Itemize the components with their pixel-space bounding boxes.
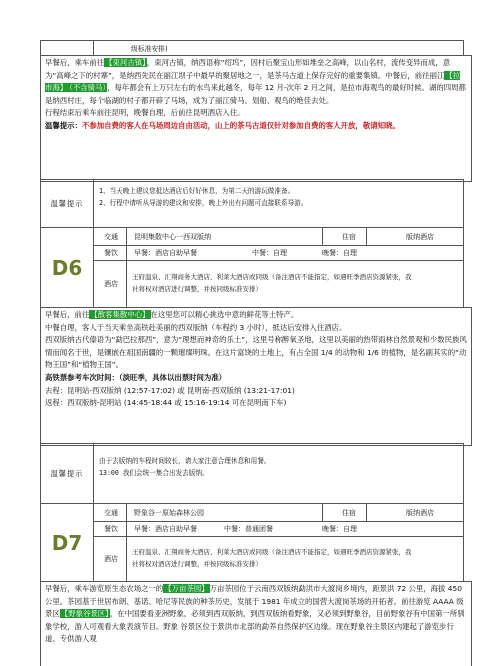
day7-description [40,581,472,666]
traffic-label: 交通 [104,508,118,517]
highlight-tea-garden: 【万亩茶园】 [164,584,209,593]
text-span: 万亩茶园位于云南西双版纳勐洪市大渡岗乡境内，距景洪 72 公里，海拔 450 公里。茶园基于世居布朗、基诺、哈尼等民族的种茶历史，发展于 1981 年成立的国营大渡岗茶场的开拓者。前往游览 AAAA 级景区 [45,584,464,619]
tip-line: 13:00 我们会统一集合出发去版纳。 [99,469,209,477]
day6-description [40,307,472,446]
text-span: 在这里您可以精心挑选中意的鲜花等土特产。 [150,310,299,319]
tip-box-day6 [40,443,464,504]
tip-content [93,452,276,482]
tip-box-day5 [40,179,464,228]
warm-text: 不参加自费的客人在马场周边自由活动，山上的茶马古道仅针对参加自费的客人开放，敬请知晓。 [81,120,400,130]
lunch: 中餐：普通团餐 [224,524,273,533]
lodging-label: 住宿 [342,508,356,517]
hotel-line: 社将权对酒店进行调整，并按同级标准安排） [132,285,262,293]
text-span: 早餐后，乘车前往 [45,58,105,67]
train-return: 返程：西双版纳-昆明站 (14:45-18:44 或 15:16-19:14 可在昆明南下车) [45,398,287,408]
train-outbound: 去程：昆明站-西双版纳 (12:57-17:02) 或 昆明南-西双版纳 (13:21-17:01) [45,385,295,395]
traffic-value: 野象谷一原始森林公园 [134,508,204,517]
highlight-lashihai: 【拉市海】 [45,70,461,93]
hotel-line: 王府温泉、汇翔商务大酒店、利莱大酒店或同级（备注酒店不能指定，如遇旺季酒店资源紧张，我 [132,548,412,556]
day6-paragraph-2: 中餐自理，客人于当天乘坐高铁赴美丽的西双版纳（车程约 3 小时），抵达后安排入住酒店。 [45,322,347,332]
lunch: 中餐：自理 [252,248,287,257]
tip-line: 由于去版纳的车程时间较长，请大家注意合理休息和用餐。 [99,457,271,465]
text-span: ，在中国要看亚洲野象，必须到西双版纳，到西双版纳看野象，又必须到野象谷，目前野象谷有中国第一所驯象学校，游人可观看大象表演节目。野象 谷景区位于景洪市北部的勐养自然保护区边缘。现在野象谷主景区内建起了游览步行道、专供游人观 [45,609,465,644]
day5-description [40,55,472,182]
text-span: ，束河古镇，纳西语称“绍坞”，因村后聚宝山形如堆垒之高峰，以山名村，流传变异而成，意为“高峰之下的村寨”，是纳西先民在丽江坝子中最早的聚居地之一，是茶马古道上保存完好的重要集镇。中餐后，前往丽江 [45,58,451,80]
meal-label: 餐饮 [104,248,118,257]
day5-warm-note [45,120,467,133]
dinner: 晚餐：自理 [322,524,357,533]
day7-paragraph-1 [45,583,467,646]
text-span: 早餐后，前往 [45,310,90,319]
day-label: D7 [51,530,83,555]
dinner: 晚餐：自理 [322,248,357,257]
day6-info-table [40,227,464,308]
tip-label: 温馨提示 [50,198,84,208]
meal-label: 餐饮 [104,524,118,533]
highlight-shuhe: 【束河古镇】 [105,58,146,67]
breakfast: 早餐：酒店自助早餐 [134,248,197,257]
itinerary-page [40,40,467,665]
train-ref-title: 高铁票参考车次时间：（淡旺季，具体以出票时间为准） [45,372,227,382]
text-span: ，每年都会有上万只左右的水鸟来此越冬，每年 12 月-次年 2 月之间，是拉市海观鸟的最好时候。湖的四周都是纳西村庄，每个临湖的村子都开辟了马场，成为了丽江骑马、划船、观鸟的绝佳去处。 [45,83,466,105]
tip-line: 2、行程中请听从导游的建议和安排，晚上外出有问题可直接联系导游。 [99,199,308,207]
hotel-label: 酒店 [104,554,118,563]
lodging-value: 版纳酒店 [406,508,434,517]
hotel-label: 酒店 [104,279,118,288]
day5-paragraph-1 [45,57,467,107]
top-note-row [40,40,464,56]
day6-paragraph-3: 西双版纳古代傣语为“勐巴拉那西”，意为“理想而神奇的乐土”，这里号称醉氧圣地，这里以美丽的热带雨林自然景观和少数民族风情而闻名于世，是镶嵌在祖国南疆的一颗璀璨明珠。在这片富饶的土地上，有占全国 1/4 的动物和 1/6 的植物，是名副其实的“动物王国”和“植物王国”。 [45,335,467,370]
warm-label: 温馨提示： [45,120,82,130]
highlight-center: 【散客集散中心】 [90,310,150,319]
lodging-value: 版纳酒店 [406,232,434,241]
traffic-label: 交通 [104,232,118,241]
tip-line: 1、当天晚上建议您抵达酒店后好好休息，为第二天的游玩做准备。 [99,187,295,195]
tip-content [93,182,313,212]
lodging-label: 住宿 [342,232,356,241]
breakfast: 早餐：酒店自助早餐 [134,524,197,533]
day-label: D6 [51,255,83,280]
text-span: 早餐后，乘车游览原生态农场之一的 [45,584,164,593]
top-note: 级标准安排) [131,45,168,53]
day5-paragraph-2: 行程结束后乘车前往昆明，晚餐自理，后前往昆明酒店入住。 [45,108,245,118]
day6-paragraph-1 [45,309,467,322]
traffic-value: 昆明集散中心一西双版纳 [134,232,211,241]
highlight-elephant-valley: 【野象谷景区】 [60,609,109,619]
hotel-line: 王府温泉、汇翔商务大酒店、利莱大酒店或同级（备注酒店不能指定，如遇旺季酒店资源紧张，我 [132,273,412,281]
tip-label: 温馨提示 [50,468,84,478]
hotel-line: 社将权对酒店进行调整，并按同级标准安排） [132,560,262,568]
highlight-no-horse: （不含骑马） [69,83,107,93]
day7-info-table [40,503,464,582]
